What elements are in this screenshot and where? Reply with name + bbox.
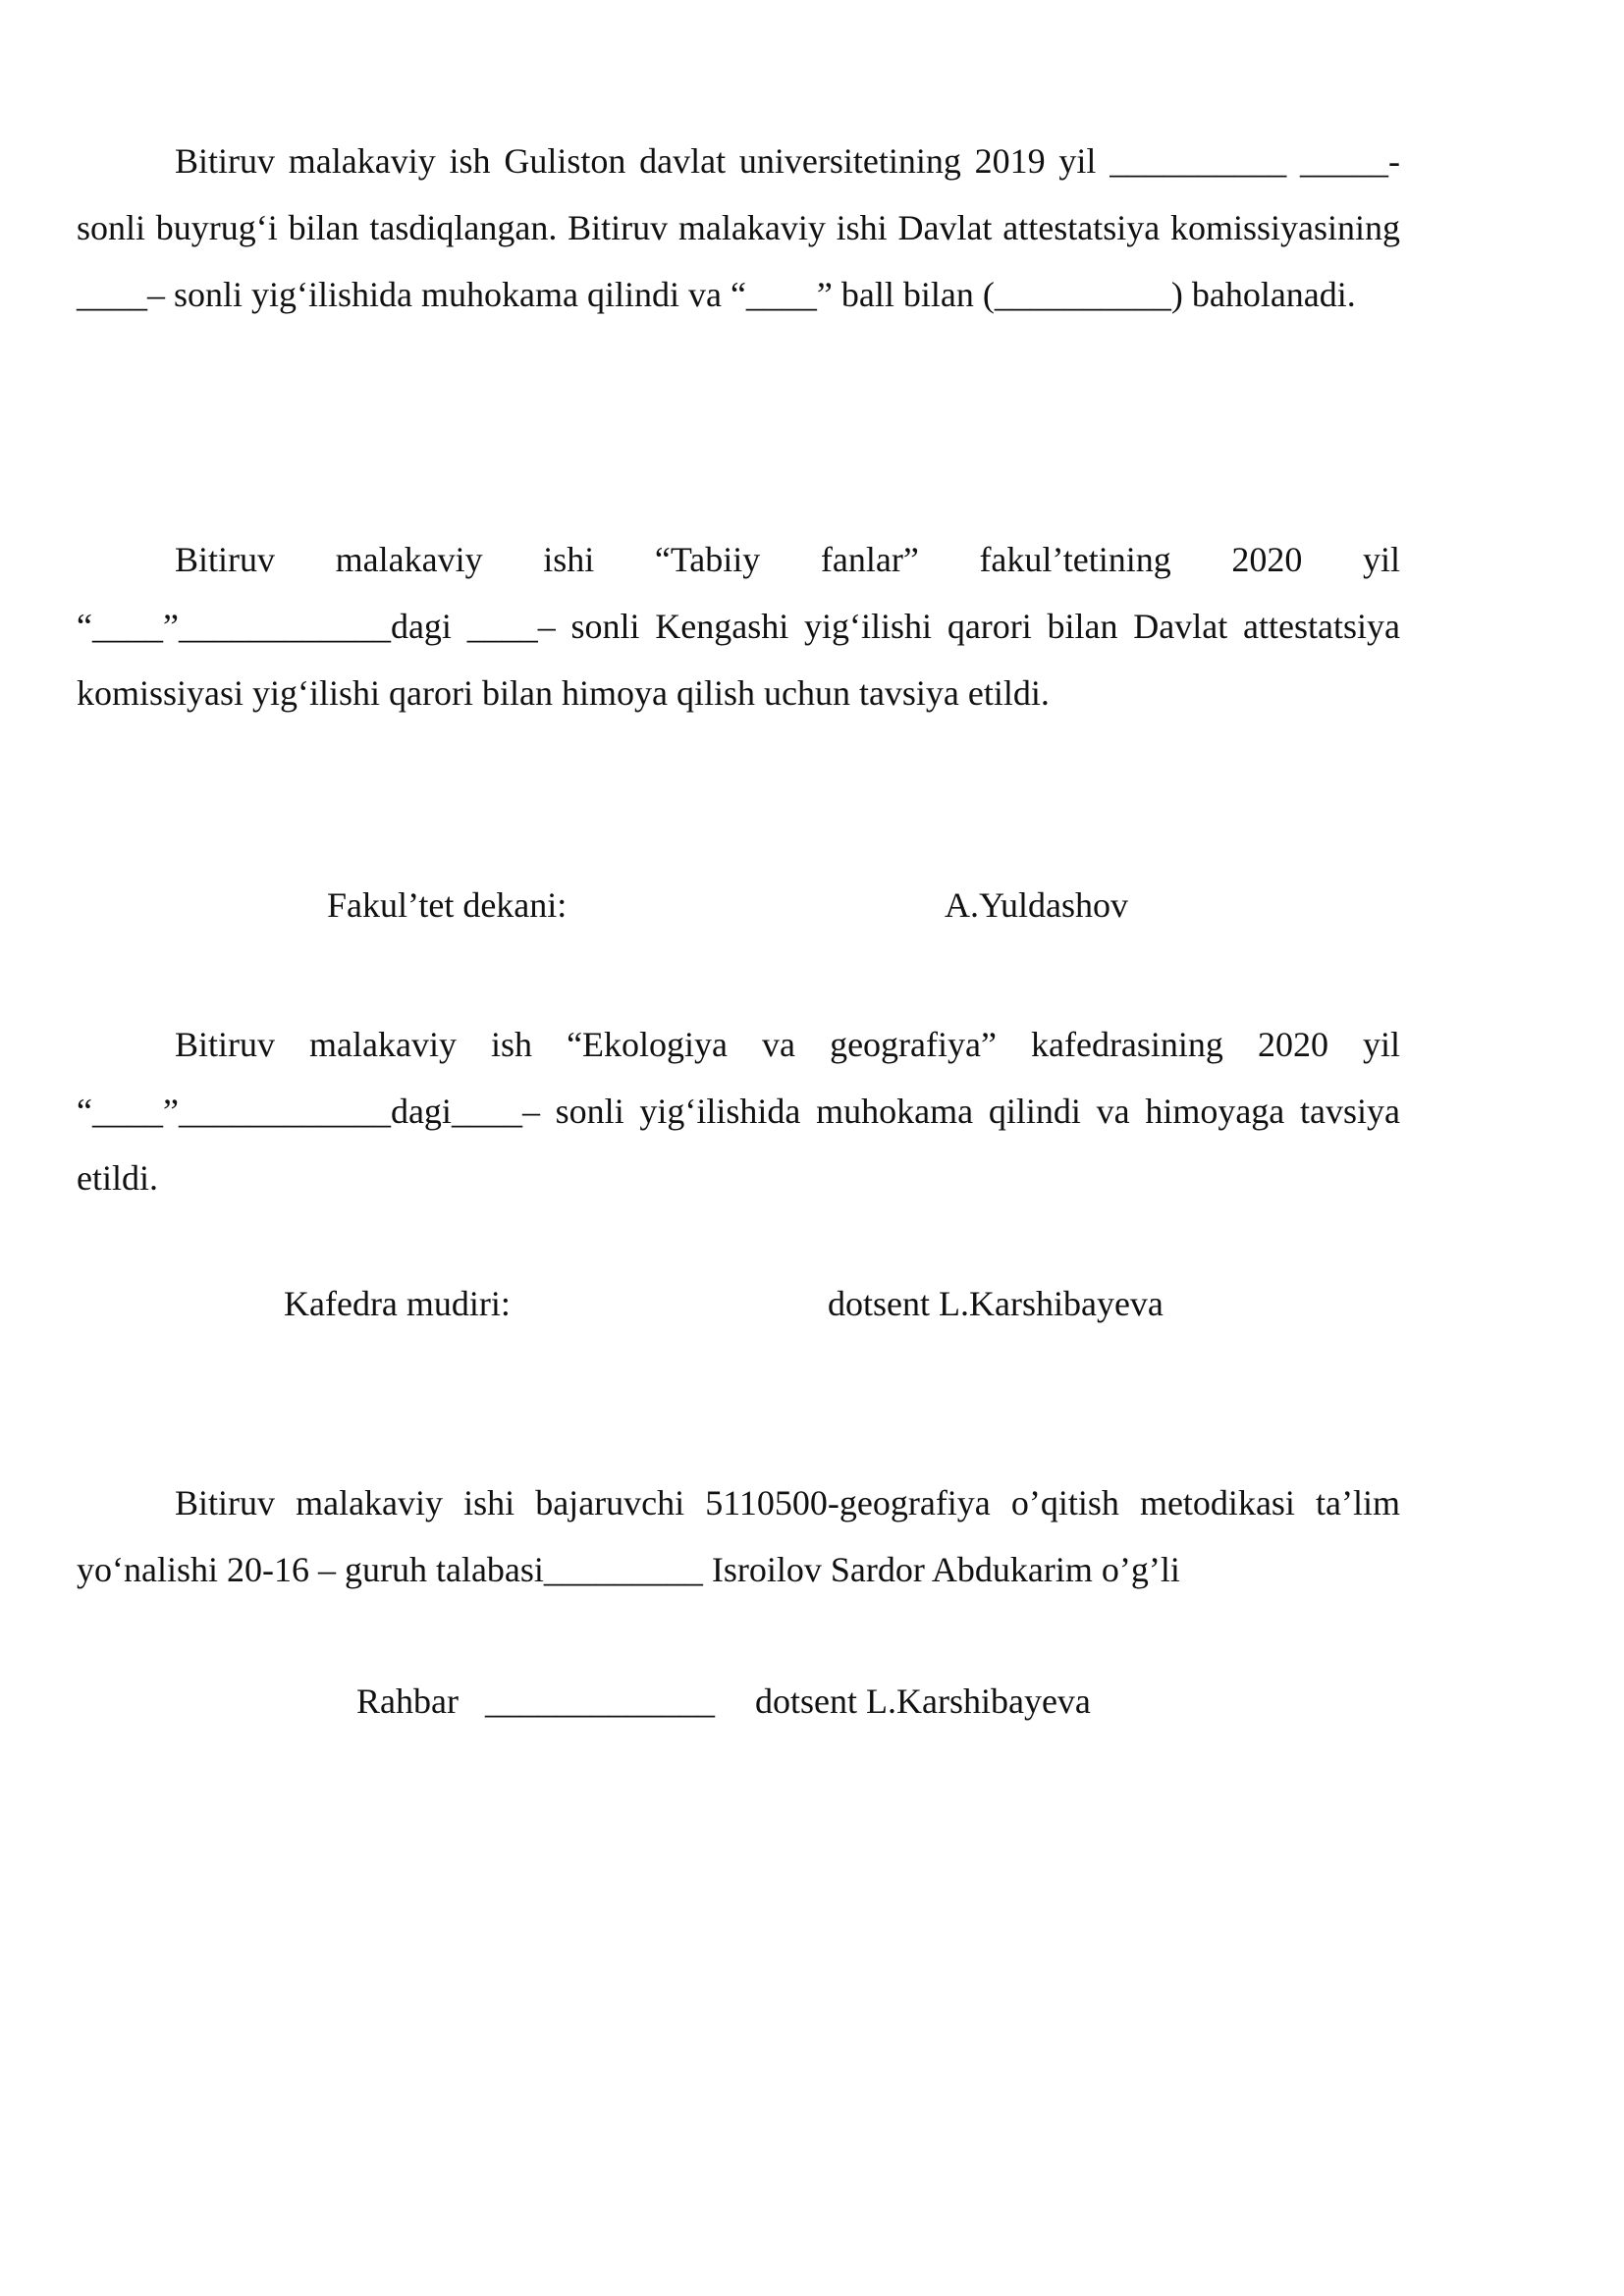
faculty-recommendation-paragraph: Bitiruv malakaviy ishi “Tabiiy fanlar” fakul’tetining 2020 yil “____”____________dagi ____– sonli Kengashi yig‘ilishi qarori bilan Davlat attestatsiya komissiyasi yig‘ilishi qarori bilan himoya qilish uchun tavsiya etildi. xyxy=(77,540,1400,713)
dean-name: A.Yuldashov xyxy=(945,885,1128,925)
department-discussion-paragraph: Bitiruv malakaviy ish “Ekologiya va geografiya” kafedrasining 2020 yil “____”____________dagi____– sonli yig‘ilishida muhokama qilindi va himoyaga tavsiya etildi. xyxy=(77,1025,1400,1198)
dean-role-label: Fakul’tet dekani: xyxy=(327,885,568,925)
approval-paragraph: Bitiruv malakaviy ish Guliston davlat universitetining 2019 yil __________ _____- sonli buyrug‘i bilan tasdiqlangan. Bitiruv malakaviy ishi Davlat attestatsiya komissiyasining ____– sonli yig‘ilishida muhokama qilindi va “____” ball bilan (__________) baholanadi. xyxy=(77,141,1400,314)
department-head-name: dotsent L.Karshibayeva xyxy=(828,1284,1164,1323)
supervisor-name: dotsent L.Karshibayeva xyxy=(755,1682,1091,1721)
department-head-role-label: Kafedra mudiri: xyxy=(284,1284,511,1323)
supervisor-signature-line: _____________ xyxy=(485,1682,715,1721)
student-paragraph: Bitiruv malakaviy ishi bajaruvchi 5110500-geografiya o’qitish metodikasi ta’lim yo‘nalishi 20-16 – guruh talabasi_________ Isroilov Sardor Abdukarim o’g’li xyxy=(77,1483,1400,1589)
supervisor-role-label: Rahbar xyxy=(356,1682,459,1721)
